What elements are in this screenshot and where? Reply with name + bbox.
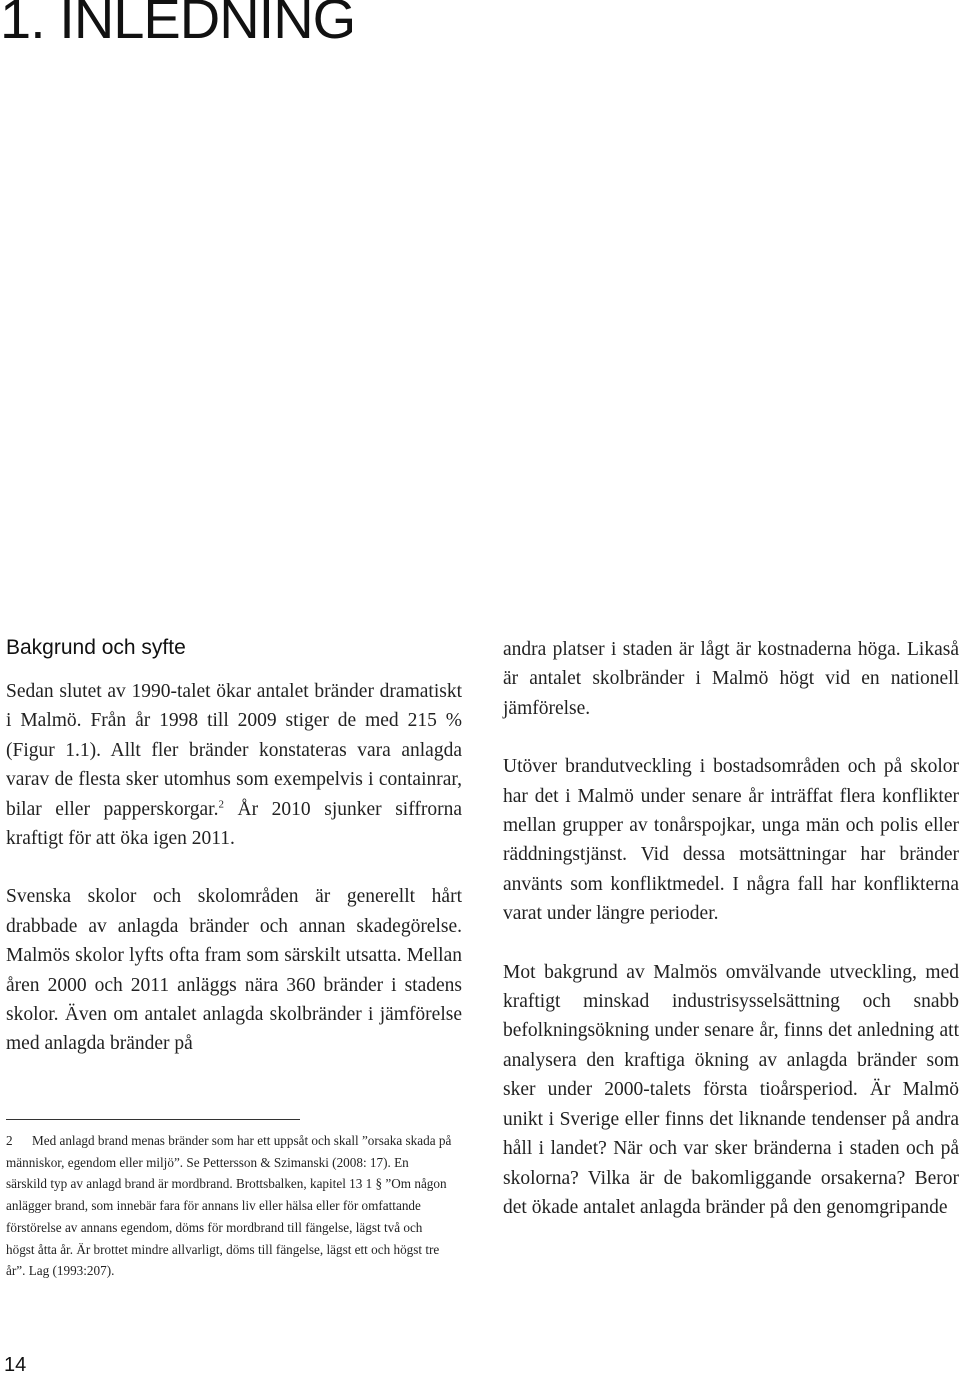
chapter-title: 1. INLEDNING xyxy=(0,0,356,50)
footnote xyxy=(6,1130,452,1282)
paragraph-text: Sedan slutet av 1990-talet ökar antalet bränder dramatiskt i Malmö. Från år 1998 till 2009 stiger de med 215 % (Figur 1.1). Allt fler bränder konstateras vara anlagda varav de flesta sker utomhus som exempelvis i containrar, bilar eller papperskorgar. xyxy=(6,681,462,820)
left-paragraph-1 xyxy=(6,677,462,853)
footnote-number: 2 xyxy=(6,1133,13,1148)
right-paragraph-1: andra platser i staden är lågt är kostnaderna höga. Likaså är antalet skolbränder i Malmö högt vid en nationell jämförelse. xyxy=(503,639,959,719)
footnote-divider xyxy=(6,1119,300,1120)
right-paragraph-3: Mot bakgrund av Malmös omvälvande utveckling, med kraftigt minskad industrisysselsättning och snabb befolkningsökning under senare år, finns det anledning att analysera den kraftiga ökning av anlagda bränder som sker under 2000-talets första tioårsperiod. Är Malmö unikt i Sverige eller finns det liknande tendenser på andra håll i landet? När och var sker bränderna i staden och på skolorna? Vilka är de bakomliggande orsakerna? Beror det ökade antalet anlagda bränder på den genomgripande xyxy=(503,961,959,1218)
section-heading: Bakgrund och syfte xyxy=(6,636,186,659)
footnote-reference: 2 xyxy=(218,798,224,811)
page-number: 14 xyxy=(4,1354,27,1376)
left-column xyxy=(6,677,462,1059)
right-paragraph-2: Utöver brandutveckling i bostadsområden och på skolor har det i Malmö under senare år inträffat flera konflikter mellan grupper av tonårspojkar, unga män och polis eller räddningstjänst. Vid dessa motsättningar har bränder använts som konfliktmedel. I några fall har konflikterna varat under längre perioder. xyxy=(503,756,959,925)
footnote-text: Med anlagd brand menas bränder som har ett uppsåt och skall ”orsaka skada på människor, egendom eller miljö”. Se Pettersson & Szimanski (2008: 17). En särskild typ av anlagd brand är mordbrand. Brottsbalken, kapitel 13 1 § ”Om någon anlägger brand, som innebär fara för annans liv eller hälsa eller för omfattande förstörelse av annans egendom, döms för mordbrand till fängelse, lägst två och högst åtta år. Är brottet mindre allvarligt, döms till fängelse, lägst ett och högst tre år”. Lag (1993:207). xyxy=(6,1133,452,1279)
right-column xyxy=(503,635,959,1222)
paragraph-text: År 2010 sjunker siffrorna kraftigt för att öka igen 2011. xyxy=(6,798,462,850)
left-paragraph-2: Svenska skolor och skolområden är generellt hårt drabbade av anlagda bränder och annan skadegörelse. Malmös skolor lyfts ofta fram som särskilt utsatta. Mellan åren 2000 och 2011 anläggs nära 360 bränder i stadens skolor. Även om antalet anlagda skolbränder i jämförelse med anlagda bränder på xyxy=(6,886,462,1055)
